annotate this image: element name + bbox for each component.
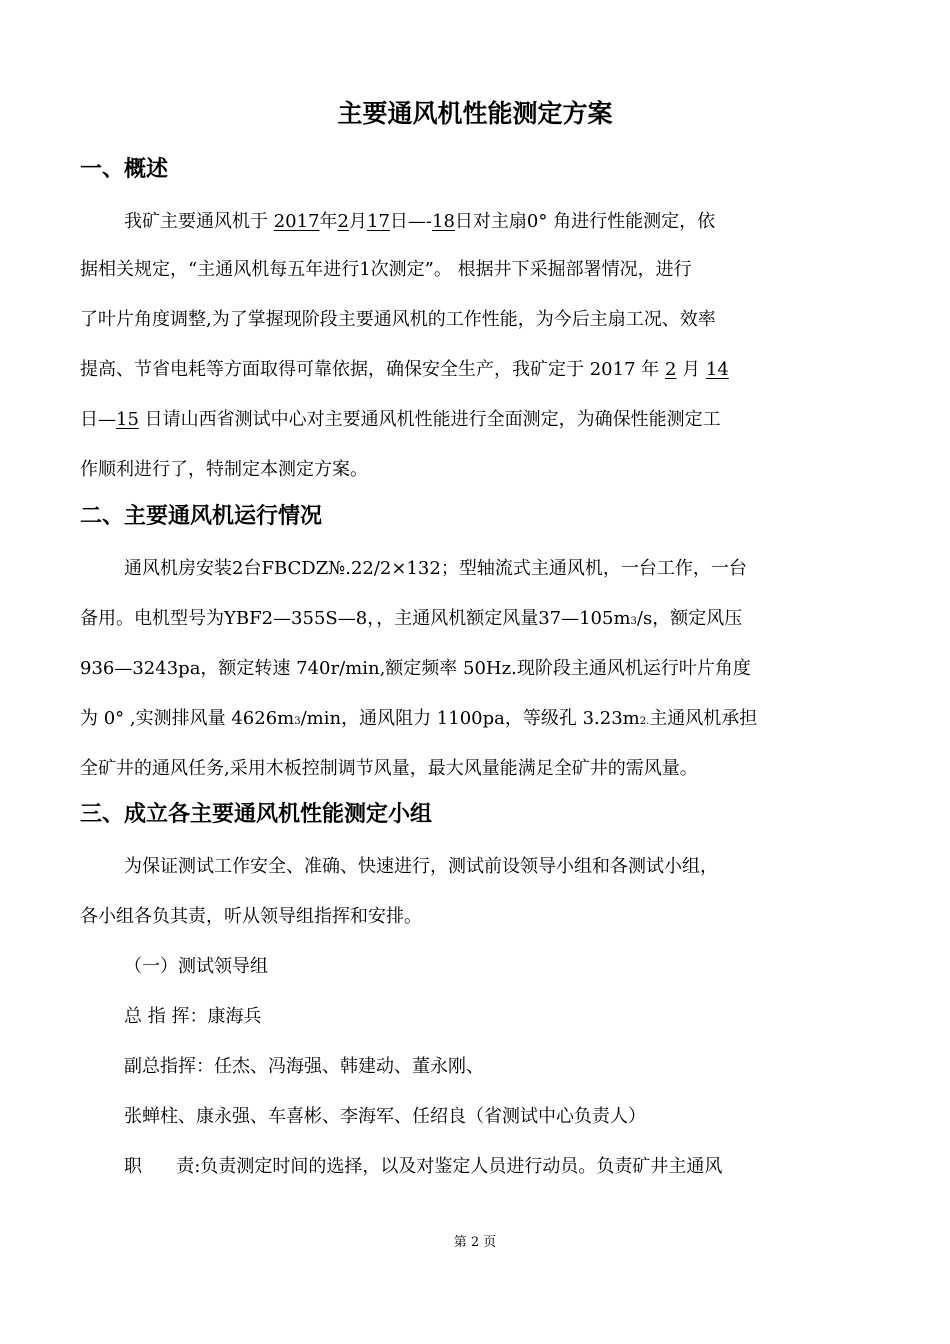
text-run: /s，额定风压 [636, 608, 743, 629]
deputy-line [124, 1051, 484, 1083]
duty-line [124, 1151, 722, 1183]
paragraph-line [124, 206, 715, 238]
text-run: 日对主扇0° 角进行性能测定，依 [454, 211, 716, 232]
page-footer: 第 2 页 [453, 1235, 497, 1250]
text-run: 提高、节省电耗等方面取得可靠依据，确保安全生产，我矿定于 2017 年 [80, 359, 665, 380]
paragraph-line [80, 603, 742, 638]
field-label: 总 指 挥： [124, 1006, 208, 1027]
text-run: 年 [319, 211, 338, 232]
field-value: 康海兵 [207, 1006, 262, 1027]
underlined-month: 2 [664, 359, 677, 380]
paragraph-line: 全矿井的通风任务,采用木板控制调节风量，最大风量能满足全矿井的需风量。 [80, 758, 698, 779]
paragraph-line: 作顺利进行了，特制定本测定方案。 [80, 459, 368, 480]
superscript: 3 [294, 716, 301, 727]
section-heading-overview: 一、概述 [80, 157, 169, 182]
paragraph-line: 据相关规定，“主通风机每五年进行1次测定”。 根据井下采掘部署情况，进行 [80, 259, 692, 280]
superscript: 2. [639, 716, 650, 727]
superscript: 3 [630, 616, 637, 627]
paragraph-line [80, 404, 721, 436]
underlined-day: 17 [367, 211, 390, 232]
field-label: 副总指挥： [124, 1056, 214, 1077]
paragraph-line: 936—3243pa，额定转速 740r/min,额定频率 50Hz.现阶段主通风机运行叶片角度 [80, 658, 751, 679]
text-run: /min，通风阻力 1100pa，等级孔 3.23m [300, 708, 640, 729]
text-run: 日— [80, 409, 116, 430]
paragraph-line: 通风机房安装2台FBCDZ№.22/2×132；型轴流式主通风机，一台工作，一台 [124, 558, 747, 579]
underlined-month: 2 [337, 211, 349, 232]
paragraph-line [80, 703, 757, 738]
paragraph-line [80, 354, 729, 386]
page-title: 主要通风机性能测定方案 [337, 99, 613, 128]
text-run: 日请山西省测试中心对主要通风机性能进行全面测定，为确保性能测定工 [138, 409, 721, 430]
field-value: 负责测定时间的选择，以及对鉴定人员进行动员。负责矿井主通风 [200, 1156, 723, 1177]
deputy-line-continued: 张蝉柱、康永强、车喜彬、李海军、任绍良（省测试中心负责人） [124, 1106, 646, 1127]
text-run: 为 0° ,实测排风量 4626m [80, 708, 295, 729]
underlined-day: 18 [432, 211, 455, 232]
field-label: 职 责: [124, 1156, 201, 1177]
text-run: 备用。电机型号为YBF2—355S—8，，主通风机额定风量37—105m [80, 608, 631, 629]
text-run: 主通风机承担 [649, 708, 758, 729]
underlined-year: 2017 [273, 211, 320, 232]
subsection-heading: （一）测试领导组 [124, 956, 268, 977]
paragraph-line: 了叶片角度调整,为了掌握现阶段主要通风机的工作性能，为今后主扇工况、效率 [80, 309, 716, 330]
field-value: 任杰、冯海强、韩建动、董永刚、 [214, 1056, 484, 1077]
text-run: 我矿主要通风机于 [124, 211, 274, 232]
text-run: 月 [349, 211, 367, 232]
paragraph-line: 为保证测试工作安全、准确、快速进行，测试前设领导小组和各测试小组， [124, 856, 718, 877]
underlined-day: 14 [705, 359, 729, 380]
text-run: 日—- [389, 211, 432, 232]
section-heading-operation: 二、主要通风机运行情况 [80, 504, 323, 529]
commander-line [124, 1001, 261, 1033]
text-run: 月 [676, 359, 706, 380]
paragraph-line: 各小组各负其责，听从领导组指挥和安排。 [80, 906, 422, 927]
underlined-day: 15 [116, 409, 139, 430]
section-heading-groups: 三、成立各主要通风机性能测定小组 [80, 802, 433, 827]
